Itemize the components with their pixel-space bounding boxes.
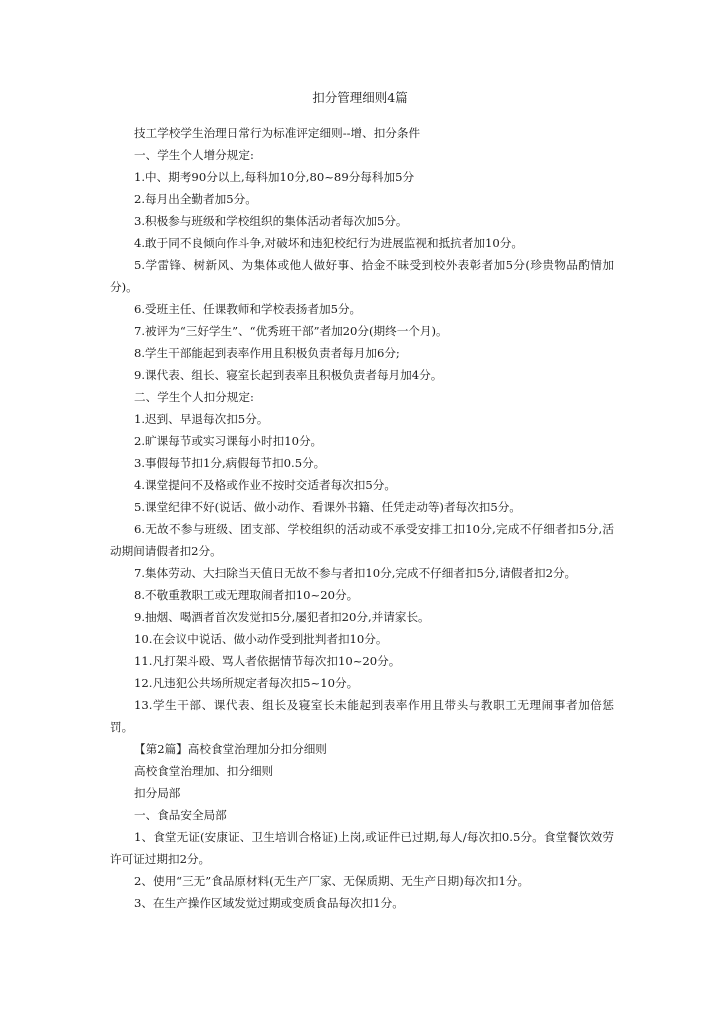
paragraph: 5.学雷锋、树新风、为集体或他人做好事、拾金不昧受到校外表彰者加5分(珍贵物品酌情加分)。 (110, 258, 614, 294)
document-body (110, 122, 614, 914)
paragraph: 1、食堂无证(安康证、卫生培训合格证)上岗,或证件已过期,每人/每次扣0.5分。食堂餐饮效劳许可证过期扣2分。 (110, 830, 614, 866)
paragraph: 4.课堂提问不及格或作业不按时交适者每次扣5分。 (134, 478, 396, 492)
paragraph: 8.学生干部能起到表率作用且积极负责者每月加6分; (134, 346, 400, 360)
paragraph: 11.凡打架斗殴、骂人者依据情节每次扣10~20分。 (134, 654, 401, 668)
paragraph: 一、学生个人增分规定: (134, 148, 254, 162)
paragraph: 9.课代表、组长、寝室长起到表率且积极负责者每月加4分。 (134, 368, 443, 382)
paragraph: 1.中、期考90分以上,每科加10分,80~89分每科加5分 (134, 170, 415, 184)
paragraph: 13.学生干部、课代表、组长及寝室长未能起到表率作用且带头与教职工无理闹事者加倍惩罚。 (110, 698, 614, 734)
paragraph: 2.每月出全勤者加5分。 (134, 192, 257, 206)
section-heading: 【第2篇】高校食堂治理加分扣分细则 (134, 742, 327, 756)
paragraph: 3.事假每节扣1分,病假每节扣0.5分。 (134, 456, 326, 470)
document-title: 扣分管理细则4篇 (312, 90, 408, 105)
paragraph: 9.抽烟、喝酒者首次发觉扣5分,屡犯者扣20分,并请家长。 (134, 610, 430, 624)
paragraph: 8.不敬重教职工或无理取闹者扣10~20分。 (134, 588, 359, 602)
paragraph: 2.旷课每节或实习课每小时扣10分。 (134, 434, 323, 448)
paragraph: 6.受班主任、任课教师和学校表扬者加5分。 (134, 302, 362, 316)
paragraph: 1.迟到、早退每次扣5分。 (134, 412, 269, 426)
paragraph: 7.集体劳动、大扫除当天值日无故不参与者扣10分,完成不仔细者扣5分,请假者扣2分。 (134, 566, 577, 580)
paragraph: 4.敢于同不良倾向作斗争,对破坏和违犯校纪行为进展监视和抵抗者加10分。 (134, 236, 523, 250)
paragraph: 二、学生个人扣分规定: (134, 390, 254, 404)
paragraph: 5.课堂纪律不好(说话、做小动作、看课外书籍、任凭走动等)者每次扣5分。 (134, 500, 521, 514)
paragraph: 高校食堂治理加、扣分细则 (134, 764, 274, 778)
paragraph: 技工学校学生治理日常行为标准评定细则--增、扣分条件 (134, 126, 421, 140)
paragraph: 3、在生产操作区域发觉过期或变质食品每次扣1分。 (134, 896, 404, 910)
paragraph: 12.凡违犯公共场所规定者每次扣5~10分。 (134, 676, 359, 690)
paragraph: 7.被评为“三好学生”、“优秀班干部”者加20分(期终一个月)。 (134, 324, 448, 338)
paragraph: 2、使用“三无”食品原材料(无生产厂家、无保质期、无生产日期)每次扣1分。 (134, 874, 530, 888)
paragraph: 一、食品安全局部 (134, 808, 227, 822)
paragraph: 10.在会议中说话、做小动作受到批判者扣10分。 (134, 632, 388, 646)
paragraph: 3.积极参与班级和学校组织的集体活动者每次加5分。 (134, 214, 408, 228)
paragraph: 6.无故不参与班级、团支部、学校组织的活动或不承受安排工扣10分,完成不仔细者扣5分,活动期间请假者扣2分。 (110, 522, 614, 558)
paragraph: 扣分局部 (134, 786, 181, 800)
